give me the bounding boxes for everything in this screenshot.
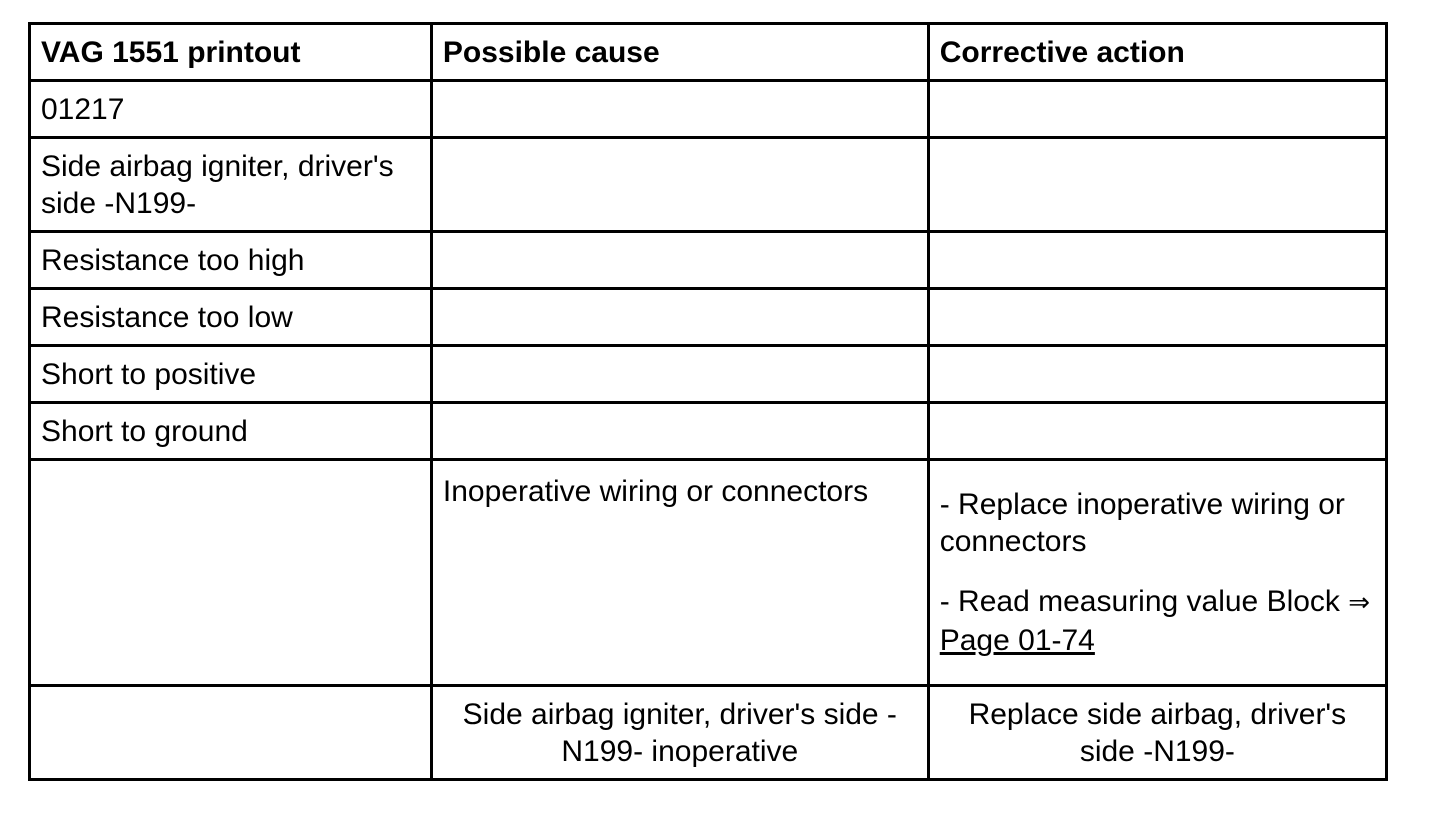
cause-cell: Side airbag igniter, driver's side -N199- inoperative: [431, 686, 928, 780]
table-row: [30, 138, 1387, 232]
empty-cell: [928, 346, 1386, 403]
empty-cell: [431, 346, 928, 403]
empty-cell: [431, 403, 928, 460]
arrow-right-icon: ⇒: [1348, 588, 1371, 618]
empty-cell: [30, 686, 432, 780]
empty-cell: [431, 232, 928, 289]
action-replace-wiring: - Replace inoperative wiring or connectors: [939, 488, 1345, 558]
empty-cell: [431, 81, 928, 138]
action-read-measuring-text: - Read measuring value Block: [939, 585, 1340, 618]
header-printout: VAG 1551 printout: [30, 24, 432, 81]
empty-cell: [928, 403, 1386, 460]
fault-code-cell: 01217: [30, 81, 432, 138]
empty-cell: [431, 138, 928, 232]
cause-cell: Inoperative wiring or connectors: [431, 460, 928, 686]
header-row: [30, 24, 1387, 81]
header-possible-cause: Possible cause: [431, 24, 928, 81]
table-row: [30, 346, 1387, 403]
fault-type-cell: Resistance too high: [30, 232, 432, 289]
fault-type-cell: Short to positive: [30, 346, 432, 403]
table-row: [30, 232, 1387, 289]
fault-table: [28, 22, 1388, 781]
action-read-measuring: [940, 583, 1375, 659]
action-cell: [928, 460, 1386, 686]
table-row: [30, 403, 1387, 460]
table-row: [30, 81, 1387, 138]
table-row: [30, 289, 1387, 346]
action-cell: Replace side airbag, driver's side -N199-: [928, 686, 1386, 780]
empty-cell: [30, 460, 432, 686]
fault-type-cell: Resistance too low: [30, 289, 432, 346]
page-link[interactable]: Page 01-74: [939, 624, 1095, 657]
empty-cell: [928, 232, 1386, 289]
table-row-wiring: [30, 460, 1387, 686]
component-name-cell: Side airbag igniter, driver's side -N199-: [30, 138, 432, 232]
empty-cell: [431, 289, 928, 346]
header-corrective-action: Corrective action: [928, 24, 1386, 81]
empty-cell: [928, 138, 1386, 232]
fault-type-cell: Short to ground: [30, 403, 432, 460]
empty-cell: [928, 81, 1386, 138]
table-row-igniter: [30, 686, 1387, 780]
empty-cell: [928, 289, 1386, 346]
